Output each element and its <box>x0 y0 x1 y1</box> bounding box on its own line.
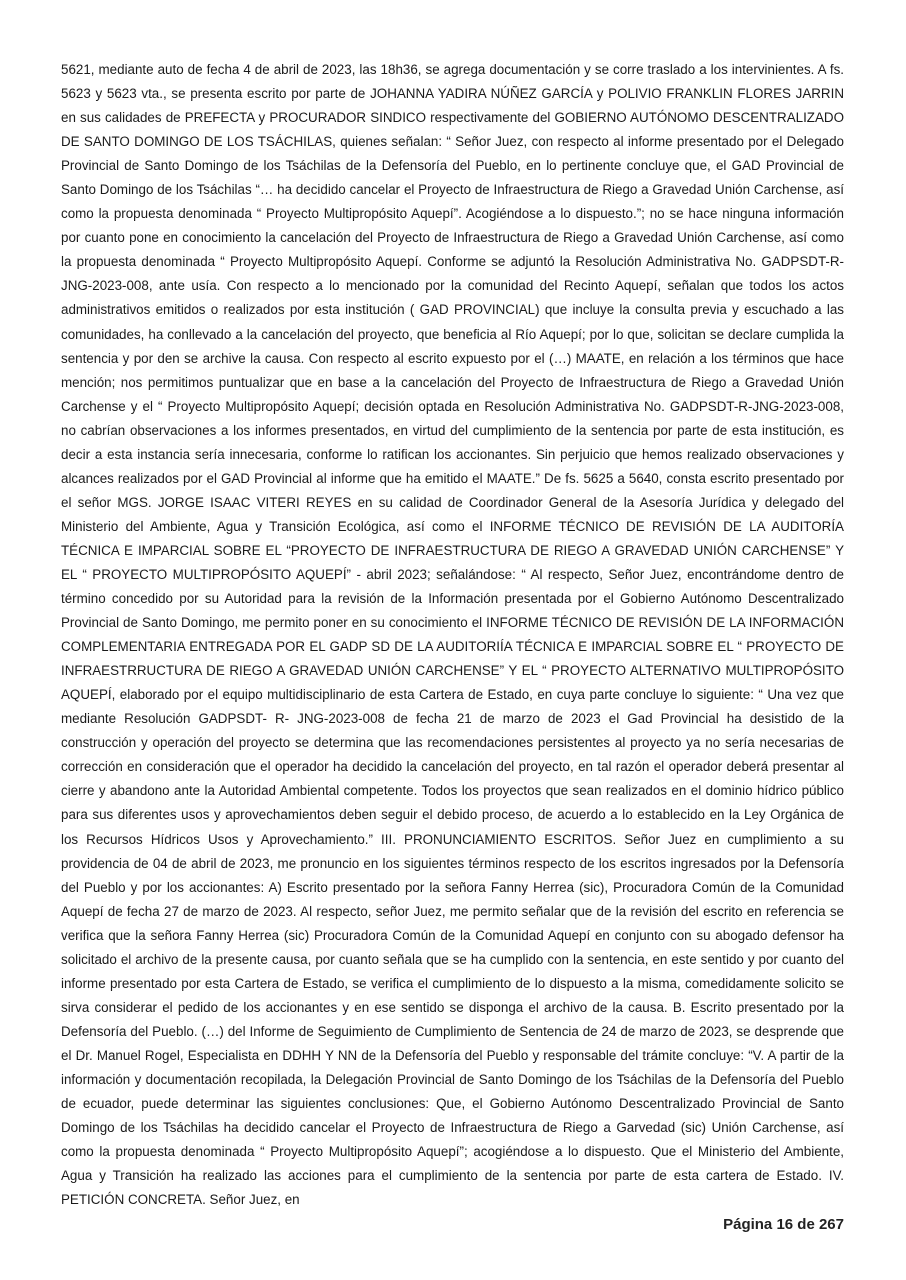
body-paragraph: 5621, mediante auto de fecha 4 de abril de 2023, las 18h36, se agrega documentación y se corre traslado a los intervinientes. A fs. 5623 y 5623 vta., se presenta escrito por parte de JOHANNA YADIRA NÚÑEZ GARCÍA y POLIVIO FRANKLIN FLORES JARRIN en sus calidades de PREFECTA y PROCURADOR SINDICO respectivamente del GOBIERNO AUTÓNOMO DESCENTRALIZADO DE SANTO DOMINGO DE LOS TSÁCHILAS, quienes señalan: “ Señor Juez, con respecto al informe presentado por el Delegado Provincial de Santo Domingo de los Tsáchilas de la Defensoría del Pueblo, en lo pertinente concluye que, el GAD Provincial de Santo Domingo de los Tsáchilas “… ha decidido cancelar el Proyecto de Infraestructura de Riego a Gravedad Unión Carchense, así como la propuesta denominada “ Proyecto Multipropósito Aquepí”. Acogiéndose a lo dispuesto.”; no se hace ninguna información por cuanto pone en conocimiento la cancelación del Proyecto de Infraestructura de Riego a Gravedad Unión Carchense, así como la propuesta denominada “ Proyecto Multipropósito Aquepí. Conforme se adjuntó la Resolución Administrativa No. GADPSDT-R-JNG-2023-008, ante usía. Con respecto a lo mencionado por la comunidad del Recinto Aquepí, señalan que todos los actos administrativos emitidos o realizados por esta institución ( GAD PROVINCIAL) que incluye la consulta previa y escuchado a las comunidades, ha conllevado a la cancelación del proyecto, que beneficia al Río Aquepí; por lo que, solicitan se declare cumplida la sentencia y por den se archive la causa. Con respecto al escrito expuesto por el (…) MAATE, en relación a los términos que hace mención; nos permitimos puntualizar que en base a la cancelación del Proyecto de Infraestructura de Riego a Gravedad Unión Carchense y el “ Proyecto Multipropósito Aquepí; decisión optada en Resolución Administrativa No. GADPSDT-R-JNG-2023-008, no cabrían observaciones a los informes presentados, en virtud del cumplimiento de la sentencia por parte de esta institución, es decir a esta instancia sería innecesaria, conforme lo ratifican los accionantes. Sin perjuicio que hemos realizado observaciones y alcances realizados por el GAD Provincial al informe que ha emitido el MAATE.” De fs. 5625 a 5640, consta escrito presentado por el señor MGS. JORGE ISAAC VITERI REYES en su calidad de Coordinador General de la Asesoría Jurídica y delegado del Ministerio del Ambiente, Agua y Transición Ecológica, así como el INFORME TÉCNICO DE REVISIÓN DE LA AUDITORÍA TÉCNICA E IMPARCIAL SOBRE EL “PROYECTO DE INFRAESTRUCTURA DE RIEGO A GRAVEDAD UNIÓN CARCHENSE” Y EL “ PROYECTO MULTIPROPÓSITO AQUEPÍ” - abril 2023; señalándose: “ Al respecto, Señor Juez, encontrándome dentro de término concedido por su Autoridad para la revisión de la Información presentada por el Gobierno Autónomo Descentralizado Provincial de Santo Domingo, me permito poner en su conocimiento el INFORME TÉCNICO DE REVISIÓN DE LA INFORMACIÓN COMPLEMENTARIA ENTREGADA POR EL GADP SD DE LA AUDITORIÍA TÉCNICA E IMPARCIAL SOBRE EL “ PROYECTO DE INFRAESTRRUCTURA DE RIEGO A GRAVEDAD UNIÓN CARCHENSE” Y EL “ PROYECTO ALTERNATIVO MULTIPROPÓSITO AQUEPÍ, elaborado por el equipo multidisciplinario de esta Cartera de Estado, en cuya parte concluye lo siguiente: “ Una vez que mediante Resolución GADPSDT- R- JNG-2023-008 de fecha 21 de marzo de 2023 el Gad Provincial ha desistido de la construcción y operación del proyecto se determina que las recomendaciones persistentes al proyecto ya no sería necesarias de corrección en consideración que el operador ha decidido la cancelación del proyecto, en tal razón el operador deberá presentar al cierre y abandono ante la Autoridad Ambiental competente. Todos los proyectos que sean realizados en el dominio hídrico público para sus diferentes usos y aprovechamientos deben seguir el debido proceso, de acuerdo a lo establecido en la Ley Orgánica de los Recursos Hídricos Usos y Aprovechamiento.” III. PRONUNCIAMIENTO ESCRITOS. Señor Juez en cumplimiento a su providencia de 04 de abril de 2023, me pronuncio en los siguientes términos respecto de los escritos ingresados por la Defensoría del Pueblo y por los accionantes: A) Escrito presentado por la señora Fanny Herrea (sic), Procuradora Común de la Comunidad Aquepí de fecha 27 de marzo de 2023. Al respecto, señor Juez, me permito señalar que de la revisión del escrito en referencia se verifica que la señora Fanny Herrea (sic) Procuradora Común de la Comunidad Aquepí en conjunto con su abogado defensor ha solicitado el archivo de la presente causa, por cuanto señala que se ha cumplido con la sentencia, en este sentido y por cuanto del informe presentado por esta Cartera de Estado, se verifica el cumplimiento de lo dispuesto a la misma, comedidamente solicito se sirva considerar el pedido de los accionantes y en ese sentido se disponga el archivo de la causa. B. Escrito presentado por la Defensoría del Pueblo. (…) del Informe de Seguimiento de Cumplimiento de Sentencia de 24 de marzo de 2023, se desprende que el Dr. Manuel Rogel, Especialista en DDHH Y NN de la Defensoría del Pueblo y responsable del trámite concluye: “V. A partir de la información y documentación recopilada, la Delegación Provincial de Santo Domingo de los Tsáchilas de la Defensoría del Pueblo de ecuador, puede determinar las siguientes conclusiones: Que, el Gobierno Autónomo Descentralizado Provincial de Santo Domingo de los Tsáchilas ha decidido cancelar el Proyecto de Infraestructura de Riego a Garvedad (sic) Unión Carchense, así como la propuesta denominada “ Proyecto Multipropósito Aquepí”; acogiéndose a lo dispuesto. Que el Ministerio del Ambiente, Agua y Transición ha realizado las acciones para el cumplimiento de la sentencia por parte de esta cartera de Estado. IV. PETICIÓN CONCRETA. Señor Juez, en <box>61 62 844 1208</box>
page-number: Página 16 de 267 <box>723 1216 844 1233</box>
